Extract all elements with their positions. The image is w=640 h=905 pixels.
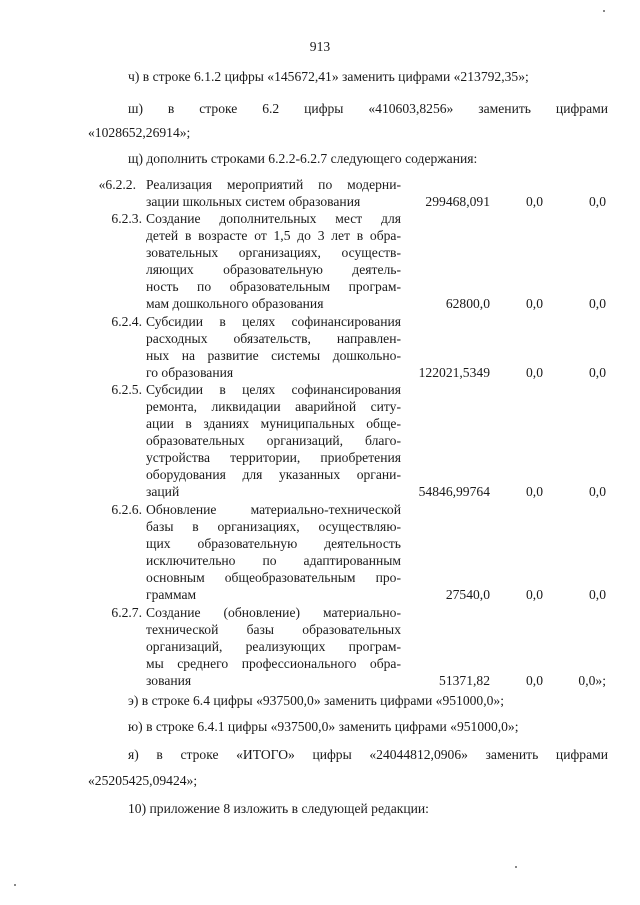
row-value-1: 54846,99764 (418, 484, 490, 499)
row-value-3: 0,0 (589, 365, 606, 380)
row-desc-line: организаций, реализующих програм- (146, 639, 401, 654)
row-description (146, 381, 401, 500)
row-desc-line: зования (146, 673, 192, 688)
row-desc-line: Создание (обновление) материально- (146, 605, 401, 620)
row-desc-line: Субсидии в целях софинансирования (146, 314, 401, 329)
row-desc-line: щих образовательную деятельность (146, 536, 401, 551)
amendment-shch: щ) дополнить строками 6.2.2-6.2.7 следующего содержания: (128, 151, 478, 166)
row-desc-line: заций (146, 484, 180, 499)
row-desc-line: Создание дополнительных мест для (146, 211, 401, 226)
page-number: 913 (309, 39, 331, 54)
row-desc-line: расходных обязательств, направлен- (146, 331, 401, 346)
row-desc-line: детей в возрасте от 1,5 до 3 лет в обра- (146, 228, 401, 243)
row-value-1: 62800,0 (445, 296, 490, 311)
row-value-2: 0,0 (526, 673, 543, 688)
scan-speck (14, 884, 16, 886)
row-description (146, 604, 401, 689)
row-value-3: 0,0 (589, 296, 606, 311)
row-desc-line: Реализация мероприятий по модерни- (146, 177, 401, 192)
row-description (146, 210, 401, 312)
row-description (146, 176, 401, 210)
row-number: «6.2.2. (98, 177, 136, 192)
row-value-1: 27540,0 (445, 587, 490, 602)
amendment-e: э) в строке 6.4 цифры «937500,0» заменить цифрами «951000,0»; (128, 693, 504, 708)
row-desc-line: ации в зданиях муниципальных обще- (146, 416, 401, 431)
amendment-10: 10) приложение 8 изложить в следующей редакции: (128, 801, 429, 816)
amendment-yu: ю) в строке 6.4.1 цифры «937500,0» заменить цифрами «951000,0»; (128, 719, 519, 734)
row-description (146, 313, 401, 381)
row-desc-line: ляющих образовательную деятель- (146, 262, 401, 277)
row-value-3: 0,0 (589, 194, 606, 209)
row-number: 6.2.7. (111, 605, 142, 620)
scan-speck (603, 10, 605, 12)
row-desc-line: основным общеобразовательным про- (146, 570, 401, 585)
amendment-ch: ч) в строке 6.1.2 цифры «145672,41» заменить цифрами «213792,35»; (128, 69, 529, 84)
row-desc-line: ность по образовательным програм- (146, 279, 401, 294)
row-value-2: 0,0 (526, 365, 543, 380)
row-desc-line: базы в организациях, осуществляю- (146, 519, 401, 534)
amendment-ya-line2: «25205425,09424»; (88, 773, 198, 788)
amendment-sh-line1: ш) в строке 6.2 цифры «410603,8256» заменить цифрами (128, 101, 608, 116)
row-desc-line: зации школьных систем образования (146, 194, 361, 209)
scan-speck (515, 866, 517, 868)
row-description (146, 501, 401, 603)
row-desc-line: мы среднего профессионального обра- (146, 656, 401, 671)
row-desc-line: образовательных организаций, благо- (146, 433, 401, 448)
row-desc-line: технической базы образовательных (146, 622, 401, 637)
row-desc-line: граммам (146, 587, 197, 602)
row-value-2: 0,0 (526, 484, 543, 499)
row-desc-line: исключительно по адаптированным (146, 553, 401, 568)
row-desc-line: зовательных организациях, осуществ- (146, 245, 401, 260)
row-value-3: 0,0 (589, 587, 606, 602)
row-desc-line: оборудования для указанных органи- (146, 467, 401, 482)
row-value-2: 0,0 (526, 194, 543, 209)
row-number: 6.2.4. (111, 314, 142, 329)
row-number: 6.2.5. (111, 382, 142, 397)
row-value-2: 0,0 (526, 296, 543, 311)
row-desc-line: Субсидии в целях софинансирования (146, 382, 401, 397)
row-desc-line: ремонта, ликвидации аварийной ситу- (146, 399, 401, 414)
row-number: 6.2.3. (111, 211, 142, 226)
row-value-3: 0,0»; (578, 673, 606, 688)
row-value-1: 122021,5349 (418, 365, 490, 380)
row-desc-line: устройства территории, приобретения (146, 450, 401, 465)
row-desc-line: го образования (146, 365, 234, 380)
row-value-3: 0,0 (589, 484, 606, 499)
amendment-ya-line1: я) в строке «ИТОГО» цифры «24044812,0906» заменить цифрами (128, 747, 608, 762)
row-desc-line: Обновление материально-технической (146, 502, 401, 517)
amendment-sh-line2: «1028652,26914»; (88, 125, 191, 140)
row-value-1: 51371,82 (439, 673, 490, 688)
row-desc-line: ных на развитие системы дошкольно- (146, 348, 401, 363)
row-value-2: 0,0 (526, 587, 543, 602)
row-number: 6.2.6. (111, 502, 142, 517)
row-desc-line: мам дошкольного образования (146, 296, 324, 311)
row-value-1: 299468,091 (425, 194, 490, 209)
